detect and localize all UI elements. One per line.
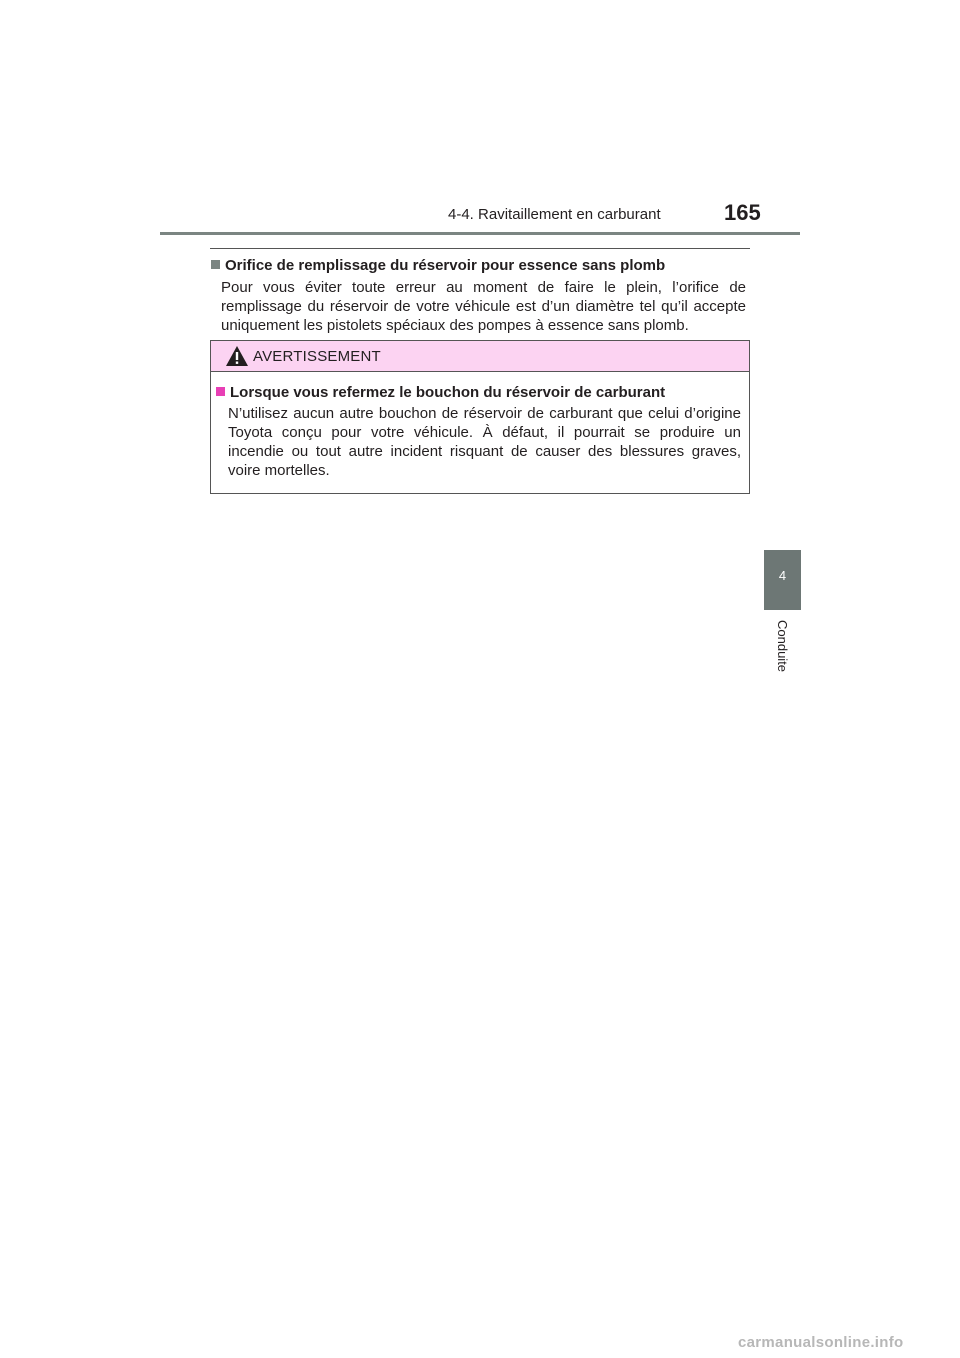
warning-box xyxy=(210,340,750,494)
warning-triangle-icon xyxy=(225,345,249,367)
section-heading xyxy=(211,256,746,276)
page-number: 165 xyxy=(724,200,761,225)
chapter-label: Conduite xyxy=(775,620,790,673)
section-title: 4-4. Ravitaillement en carburant xyxy=(448,206,661,223)
chapter-tab xyxy=(764,550,801,610)
section-body: Pour vous éviter toute erreur au moment de faire le plein, l’orifice de remplissage du réservoir de votre véhicule est d’un diamètre tel qu’il accepte uniquement les pistolets spéciaux des pompes à essence sans plomb. xyxy=(221,279,746,334)
warning-heading xyxy=(216,383,741,403)
square-bullet-icon xyxy=(211,260,220,269)
watermark: carmanualsonline.info xyxy=(738,1334,904,1351)
chapter-label-container xyxy=(762,620,802,680)
warning-heading-text: Lorsque vous refermez le bouchon du réservoir de carburant xyxy=(230,384,666,401)
magenta-square-bullet-icon xyxy=(216,387,225,396)
content-rule xyxy=(210,248,750,249)
header-rule xyxy=(160,232,800,235)
fuel-filler-section xyxy=(211,256,746,335)
section-heading-text: Orifice de remplissage du réservoir pour essence sans plomb xyxy=(225,257,666,274)
chapter-number: 4 xyxy=(778,568,787,583)
warning-title: AVERTISSEMENT xyxy=(253,348,381,365)
warning-header xyxy=(211,341,749,372)
warning-content xyxy=(216,383,741,480)
warning-body: N’utilisez aucun autre bouchon de réservoir de carburant que celui d’origine Toyota conçu pour votre véhicule. À défaut, il pourrait se produire un incendie ou tout autre incident risquant de causer des blessures graves, voire mortelles. xyxy=(228,405,741,479)
